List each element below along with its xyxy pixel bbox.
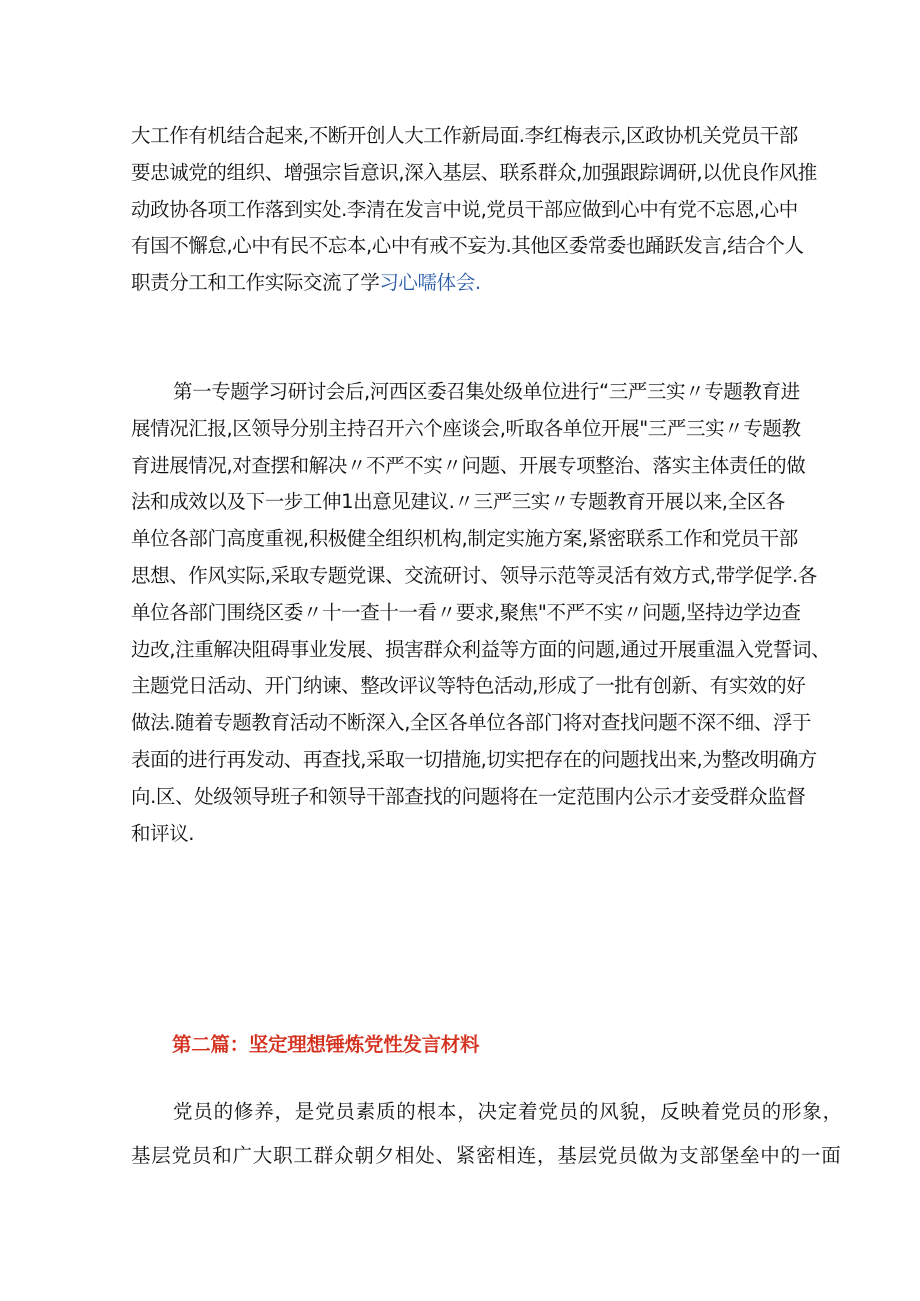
paragraph-line: 党员的修养，是党员素质的根本，决定着党员的风貌，反映着党员的形象， bbox=[173, 1100, 843, 1123]
highlighted-text: 习心嚅体会. bbox=[379, 271, 481, 295]
paragraph-line: 和评议. bbox=[131, 821, 195, 845]
paragraph-line: 向.区、处级领导班子和领导干部查找的问题将在一定范围内公示才妾受群众监督 bbox=[131, 784, 806, 808]
paragraph-2 bbox=[131, 374, 831, 852]
paragraph-1 bbox=[131, 118, 817, 302]
paragraph-line: 单位各部门高度重视,积极健全组织机构,制定实施方案,紧密联系工作和党员干部 bbox=[131, 527, 798, 551]
paragraph-3 bbox=[131, 1090, 843, 1178]
section-heading: 第二篇：坚定理想锤炼党性发言材料 bbox=[172, 1033, 480, 1056]
paragraph-line: 边改,注重解决阻碍事业发展、损害群众利益等方面的问题,通过开展重温入党誓词、 bbox=[131, 637, 831, 661]
paragraph-line: 展情况汇报,区领导分别主持召开六个座谈会,听取各单位开展"三严三实〃专题教 bbox=[131, 416, 801, 440]
paragraph-line: 大工作有机结合起来,不断开创人大工作新局面.李红梅表示,区政协机关党员干部 bbox=[131, 124, 798, 147]
paragraph-line: 动政协各项工作落到实处.李清在发言中说,党员干部应做到心中有党不忘恩,心中 bbox=[131, 197, 798, 221]
paragraph-line: 有国不懈怠,心中有民不忘本,心中有戒不妄为.其他区委常委也踊跃发言,结合个人 bbox=[131, 234, 804, 258]
paragraph-line: 做法.随着专题教育活动不断深入,全区各单位各部门将对查找问题不深不细、浮于 bbox=[131, 711, 812, 735]
paragraph-line: 育进展情况,对查摆和解决〃不严不实〃问题、开展专项整治、落实主体责任的做 bbox=[131, 453, 806, 477]
paragraph-line: 思想、作风实际,采取专题党课、交流研讨、领导示范等灵活有效方式,带学促学.各 bbox=[131, 563, 817, 587]
paragraph-line: 第一专题学习研讨会后,河西区委召集处级单位进行“三严三实〃专题教育进 bbox=[173, 380, 800, 403]
paragraph-line: 基层党员和广大职工群众朝夕相处、紧密相连，基层党员做为支部堡垒中的一面 bbox=[131, 1144, 842, 1167]
paragraph-line bbox=[131, 265, 793, 302]
paragraph-line-text: 职责分工和工作实际交流了学 bbox=[131, 271, 380, 295]
paragraph-line: 法和成效以及下一步工伸1出意见建议.〃三严三实〃专题教育开展以来,全区各 bbox=[131, 490, 785, 514]
paragraph-line: 单位各部门围绕区委〃十一查十一看〃要求,聚焦"不严不实〃问题,坚持边学边查 bbox=[131, 600, 801, 624]
paragraph-line: 表面的进行再发动、再查找,采取一切措施,切实把存在的问题找出来,为整改明确方 bbox=[131, 747, 817, 771]
paragraph-line: 要忠诚党的组织、增强宗旨意识,深入基层、联系群众,加强跟踪调研,以优良作风推 bbox=[131, 160, 817, 184]
paragraph-line: 主题党日活动、开门纳谏、整改评议等特色活动,形成了一批有创新、有实效的好 bbox=[131, 674, 806, 698]
